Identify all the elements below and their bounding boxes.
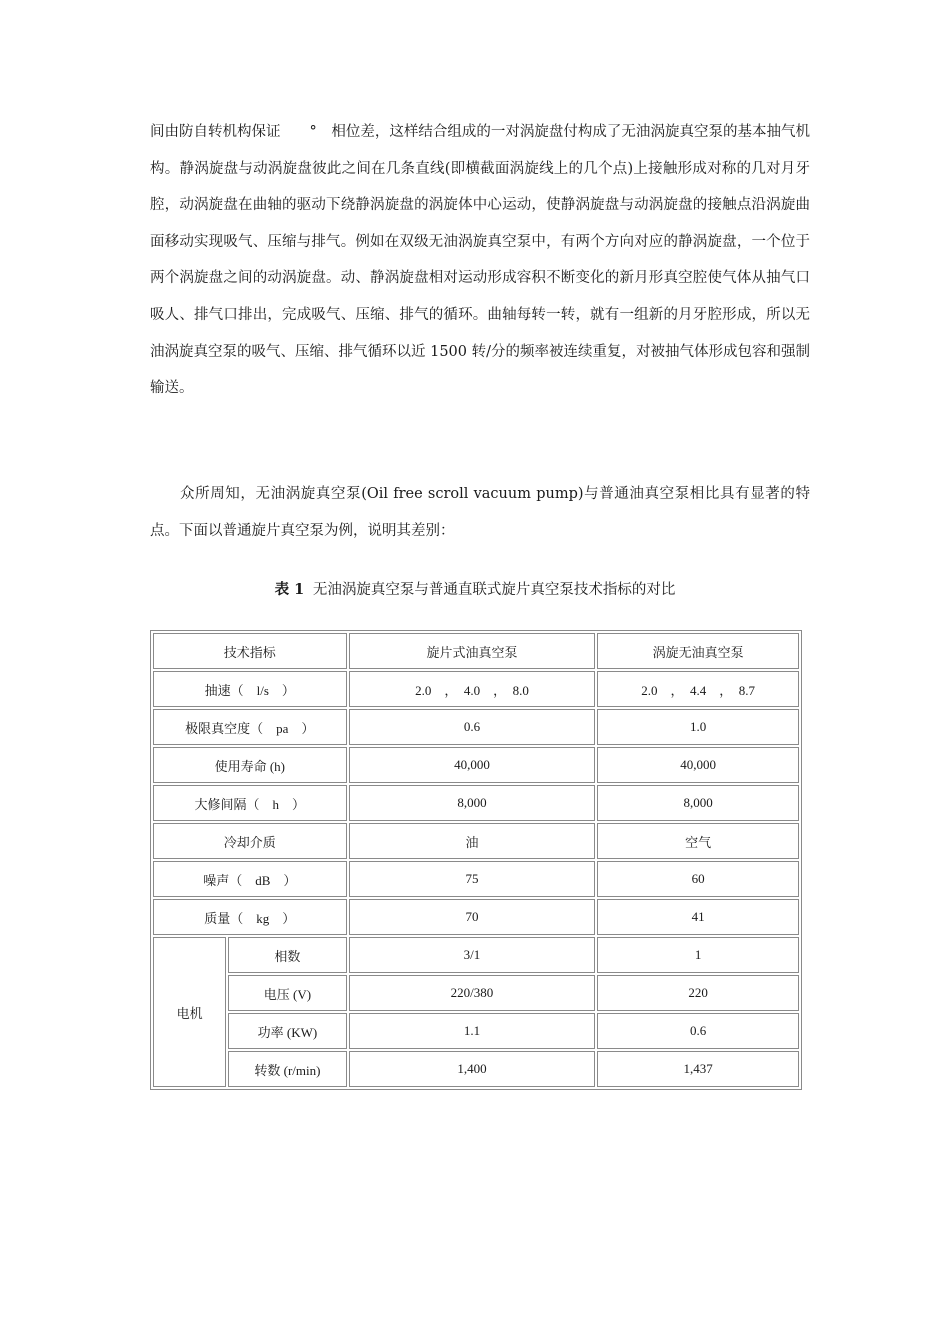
row-label: 功率 (KW) bbox=[228, 1013, 346, 1049]
cell-scroll: 2.0 ， 4.4 ， 8.7 bbox=[597, 671, 799, 707]
cell-rotary-vane: 2.0 ， 4.0 ， 8.0 bbox=[349, 671, 596, 707]
cell-rotary-vane: 75 bbox=[349, 861, 596, 897]
table-row bbox=[153, 1051, 799, 1087]
table-row bbox=[153, 937, 799, 973]
cell-rotary-vane: 40,000 bbox=[349, 747, 596, 783]
header-cell-spec: 技术指标 bbox=[153, 633, 347, 669]
row-label: 质量（ kg ） bbox=[153, 899, 347, 935]
cell-scroll: 220 bbox=[597, 975, 799, 1011]
cell-scroll: 1,437 bbox=[597, 1051, 799, 1087]
spec-comparison-table bbox=[150, 630, 802, 1090]
row-label: 抽速（ l/s ） bbox=[153, 671, 347, 707]
cell-scroll: 40,000 bbox=[597, 747, 799, 783]
body-paragraph-2: 众所周知，无油涡旋真空泵(Oil free scroll vacuum pump)与普通油真空泵相比具有显著的特点。下面以普通旋片真空泵为例，说明其差别： bbox=[150, 486, 810, 539]
table-header-row bbox=[153, 633, 799, 669]
table-row bbox=[153, 823, 799, 859]
cell-scroll: 1 bbox=[597, 937, 799, 973]
table-caption-number: 表 1 bbox=[274, 581, 305, 598]
table-caption-text: 无油涡旋真空泵与普通直联式旋片真空泵技术指标的对比 bbox=[312, 582, 676, 598]
cell-rotary-vane: 220/380 bbox=[349, 975, 596, 1011]
table-row bbox=[153, 861, 799, 897]
cell-scroll: 0.6 bbox=[597, 1013, 799, 1049]
cell-rotary-vane: 8,000 bbox=[349, 785, 596, 821]
row-label: 电压 (V) bbox=[228, 975, 346, 1011]
cell-rotary-vane: 70 bbox=[349, 899, 596, 935]
row-label: 使用寿命 (h) bbox=[153, 747, 347, 783]
row-label: 冷却介质 bbox=[153, 823, 347, 859]
cell-rotary-vane: 3/1 bbox=[349, 937, 596, 973]
body-paragraph-1: 间由防自转机构保证 ° 相位差，这样结合组成的一对涡旋盘付构成了无油涡旋真空泵的基本抽气机构。静涡旋盘与动涡旋盘彼此之间在几条直线(即横截面涡旋线上的几个点)上接触形成对称的几对月牙腔，动涡旋盘在曲轴的驱动下绕静涡旋盘的涡旋体中心运动，使静涡旋盘与动涡旋盘的接触点沿涡旋曲面移动实现吸气、压缩与排气。例如在双级无油涡旋真空泵中，有两个方向对应的静涡旋盘，一个位于两个涡旋盘之间的动涡旋盘。动、静涡旋盘相对运动形成容积不断变化的新月形真空腔使气体从抽气口吸人、排气口排出，完成吸气、压缩、排气的循环。曲轴每转一转，就有一组新的月牙腔形成，所以无油涡旋真空泵的吸气、压缩、排气循环以近 1500 转/分的频率被连续重复，对被抽气体形成包容和强制输送。 bbox=[150, 124, 811, 397]
table-caption bbox=[150, 576, 800, 604]
header-cell-scroll: 涡旋无油真空泵 bbox=[597, 633, 799, 669]
table-row bbox=[153, 975, 799, 1011]
row-label: 大修间隔（ h ） bbox=[153, 785, 347, 821]
cell-scroll: 1.0 bbox=[597, 709, 799, 745]
cell-rotary-vane: 1,400 bbox=[349, 1051, 596, 1087]
cell-scroll: 60 bbox=[597, 861, 799, 897]
cell-rotary-vane: 油 bbox=[349, 823, 596, 859]
header-cell-rotary-vane: 旋片式油真空泵 bbox=[349, 633, 596, 669]
cell-scroll: 空气 bbox=[597, 823, 799, 859]
cell-rotary-vane: 1.1 bbox=[349, 1013, 596, 1049]
row-label: 相数 bbox=[228, 937, 346, 973]
table-row bbox=[153, 747, 799, 783]
motor-group-label: 电机 bbox=[153, 937, 226, 1087]
row-label: 极限真空度（ pa ） bbox=[153, 709, 347, 745]
cell-rotary-vane: 0.6 bbox=[349, 709, 596, 745]
row-label: 噪声（ dB ） bbox=[153, 861, 347, 897]
table-row bbox=[153, 785, 799, 821]
table-row bbox=[153, 899, 799, 935]
table-row bbox=[153, 709, 799, 745]
row-label: 转数 (r/min) bbox=[228, 1051, 346, 1087]
cell-scroll: 41 bbox=[597, 899, 799, 935]
cell-scroll: 8,000 bbox=[597, 785, 799, 821]
table-row bbox=[153, 671, 799, 707]
table-row bbox=[153, 1013, 799, 1049]
